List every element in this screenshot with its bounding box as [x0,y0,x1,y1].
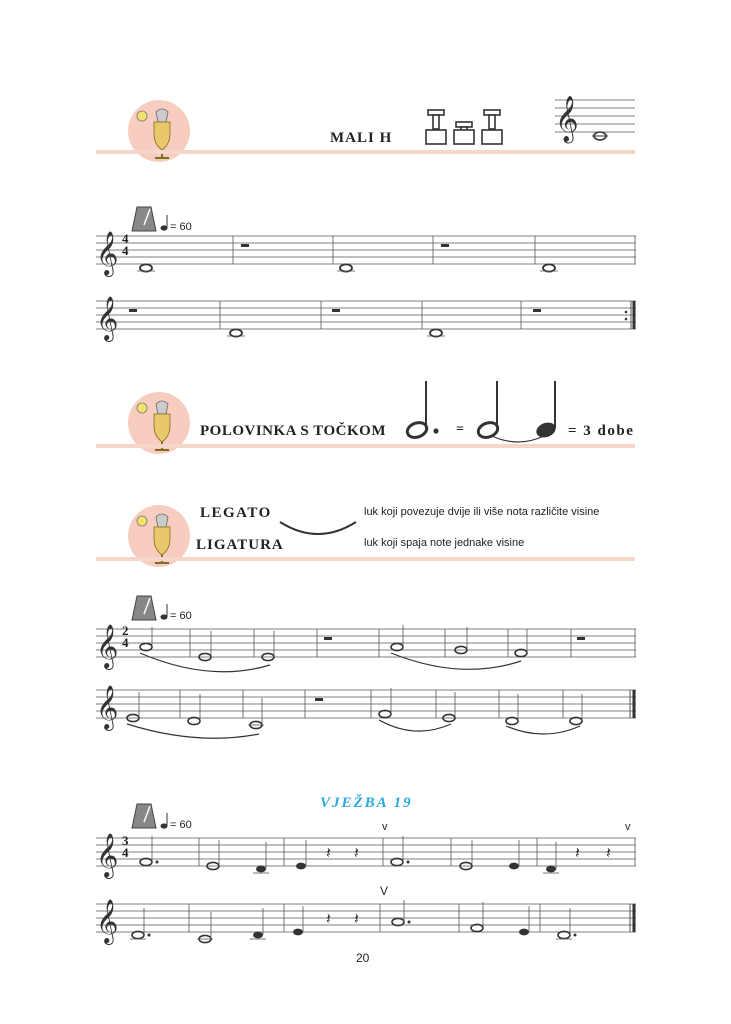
svg-text:𝄞: 𝄞 [96,296,119,340]
tempo-marking: = 60 [170,221,192,233]
svg-text:𝄞: 𝄞 [96,899,119,943]
svg-text:𝄞: 𝄞 [96,624,119,668]
svg-text:𝄽: 𝄽 [575,843,580,862]
staff-line-5 [96,832,636,882]
metronome-icon [131,802,157,830]
metronome-icon [131,205,157,233]
quarter-note-icon [160,603,170,621]
ligatura-label: LIGATURA [196,537,284,553]
slur-arc-icon [278,518,358,540]
metronome-icon [131,594,157,622]
svg-text:𝄽: 𝄽 [354,909,359,928]
svg-text:𝄽: 𝄽 [606,843,611,862]
svg-text:𝄽: 𝄽 [326,909,331,928]
tempo-marking: = 60 [170,610,192,622]
staff-line-3 [96,623,636,683]
beats-result: = 3 dobe [568,423,635,439]
breath-mark: V [380,884,389,898]
note-preview-staff [555,92,635,142]
staff-line-2 [96,295,636,345]
tempo-marking: = 60 [170,819,192,831]
time-signature: 4 4 [122,231,129,258]
page-number: 20 [356,951,370,965]
time-signature: 3 4 [122,833,129,860]
section-band [96,444,635,448]
svg-text:𝄽: 𝄽 [354,843,359,862]
svg-text:𝄽: 𝄽 [326,843,331,862]
breath-mark: v [382,821,388,833]
dotted-half-note-icon [405,378,445,440]
staff-line-6 [96,898,636,948]
section-title-mali-h: MALI H [330,130,393,146]
treble-clef-icon: 𝄞 [555,96,579,142]
staff-line-1 [96,230,636,280]
exercise-title: VJEŽBA 19 [320,795,413,811]
svg-text:𝄞: 𝄞 [96,685,119,729]
svg-text:𝄞: 𝄞 [96,231,119,275]
legato-label: LEGATO [200,505,272,521]
quarter-note-icon [160,812,170,830]
time-signature: 2 4 [122,623,129,650]
staff-line-4 [96,684,636,744]
svg-text:𝄞: 𝄞 [96,833,119,877]
section-band [96,150,635,154]
half-tied-quarter-icon [474,378,564,442]
ligatura-description: luk koji spaja note jednake visine [364,537,525,549]
legato-description: luk koji povezuje dvije ili više nota različite visine [364,506,600,518]
equals-sign: = [456,422,464,437]
trumpet-valves-icon [424,108,504,146]
section-band [96,557,635,561]
section-title-polovinka: POLOVINKA S TOČKOM [200,423,386,439]
breath-mark: v [625,821,631,833]
